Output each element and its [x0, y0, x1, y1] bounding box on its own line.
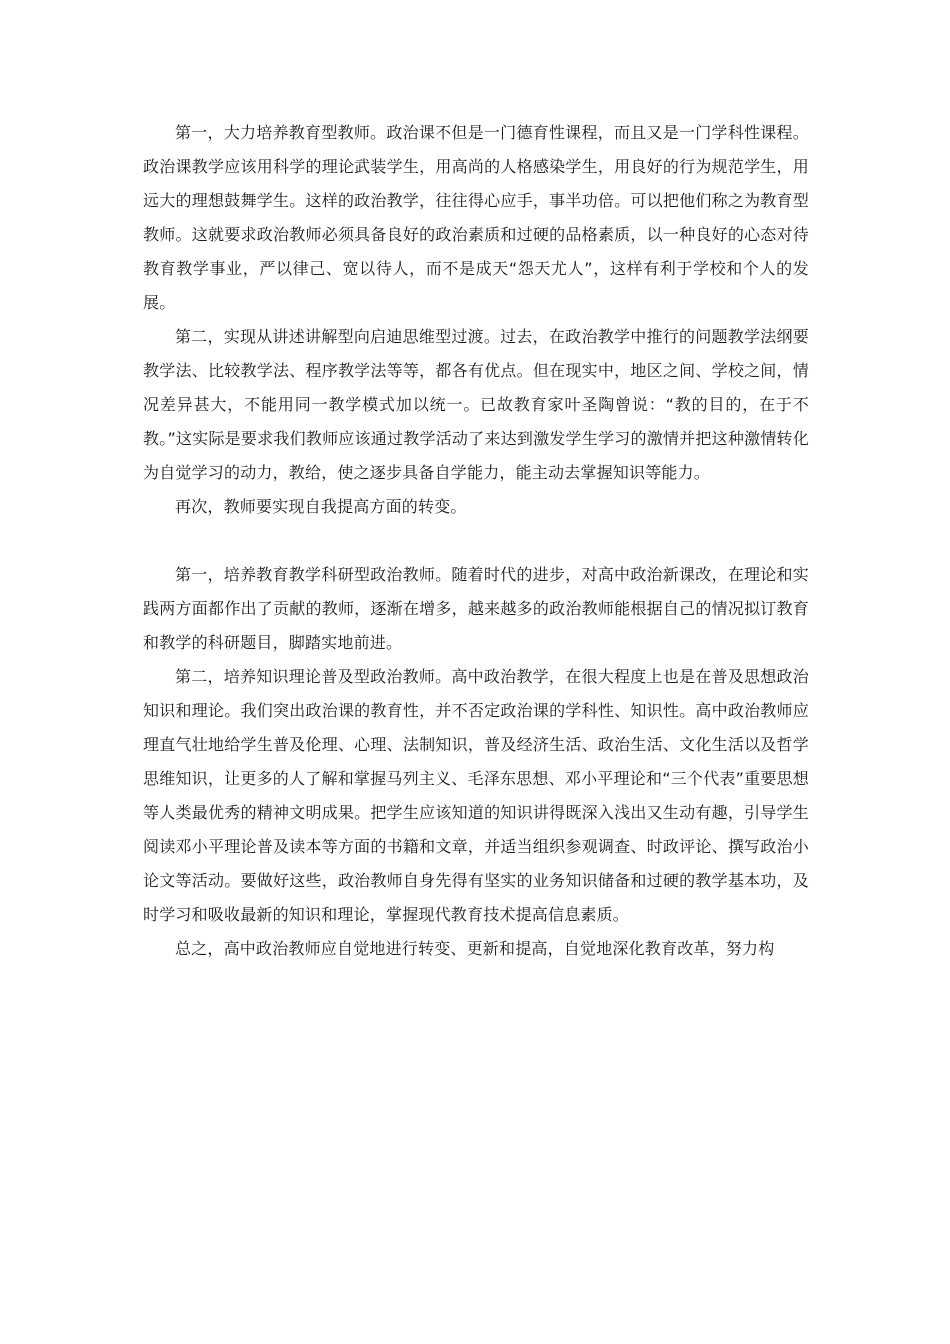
paragraph-gap — [143, 524, 809, 558]
paragraph-research-teacher: 第一，培养教育教学科研型政治教师。随着时代的进步，对高中政治新课改，在理论和实践两方面都作出了贡献的教师，逐渐在增多，越来越多的政治教师能根据自己的情况拟订教育和教学的科研题目，脚踏实地前进。 — [143, 565, 809, 652]
document-page — [143, 116, 809, 966]
paragraph-self-improvement: 再次，教师要实现自我提高方面的转变。 — [175, 497, 467, 516]
paragraph-thinking-transition: 第二，实现从讲述讲解型向启迪思维型过渡。过去，在政治教学中推行的问题教学法纲要教学法、比较教学法、程序教学法等等，都各有优点。但在现实中，地区之间、学校之间，情况差异甚大，不能用同一教学模式加以统一。已故教育家叶圣陶曾说：“教的目的，在于不教。”这实际是要求我们教师应该通过教学活动了来达到激发学生学习的激情并把这种激情转化为自觉学习的动力，教给，使之逐步具备自学能力，能主动去掌握知识等能力。 — [143, 327, 809, 482]
paragraph-knowledge-teacher: 第二，培养知识理论普及型政治教师。高中政治教学，在很大程度上也是在普及思想政治知识和理论。我们突出政治课的教育性，并不否定政治课的学科性、知识性。高中政治教师应理直气壮地给学生普及伦理、心理、法制知识，普及经济生活、政治生活、文化生活以及哲学思维知识，让更多的人了解和掌握马列主义、毛泽东思想、邓小平理论和“三个代表”重要思想等人类最优秀的精神文明成果。把学生应该知道的知识讲得既深入浅出又生动有趣，引导学生阅读邓小平理论普及读本等方面的书籍和文章，并适当组织参观调查、时政评论、撰写政治小论文等活动。要做好这些，政治教师自身先得有坚实的业务知识储备和过硬的教学基本功，及时学习和吸收最新的知识和理论，掌握现代教育技术提高信息素质。 — [143, 667, 809, 924]
paragraph-conclusion: 总之，高中政治教师应自觉地进行转变、更新和提高，自觉地深化教育改革，努力构 — [175, 939, 775, 958]
paragraph-educational-teacher: 第一，大力培养教育型教师。政治课不但是一门德育性课程，而且又是一门学科性课程。政治课教学应该用科学的理论武装学生，用高尚的人格感染学生，用良好的行为规范学生，用远大的理想鼓舞学生。这样的政治教学，往往得心应手，事半功倍。可以把他们称之为教育型教师。这就要求政治教师必须具备良好的政治素质和过硬的品格素质，以一种良好的心态对待教育教学事业，严以律己、宽以待人，而不是成天“怨天尤人”，这样有利于学校和个人的发展。 — [143, 123, 809, 312]
